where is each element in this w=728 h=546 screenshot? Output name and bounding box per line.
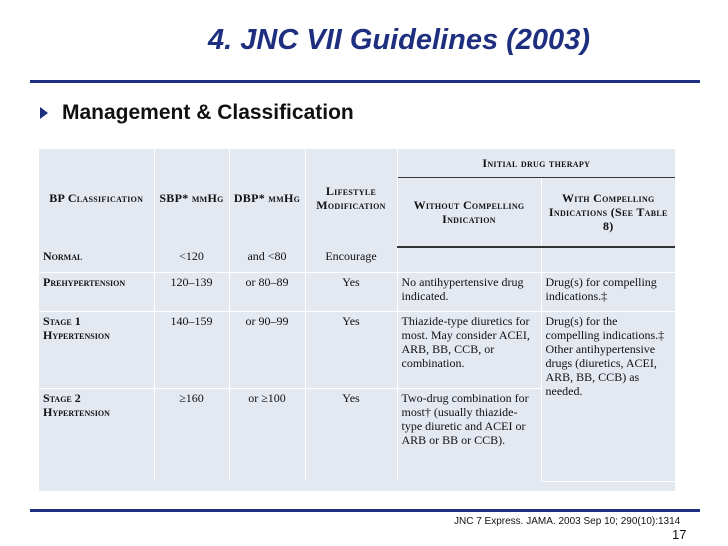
- cell-with-compelling: Drug(s) for compelling indications.‡: [541, 273, 675, 312]
- cell-without-compelling: Two-drug combination for most† (usually thiazide-type diuretic and ACEI or ARB or BB or CCB).: [397, 389, 541, 482]
- header-lifestyle: Lifestyle Modification: [305, 149, 397, 247]
- page-number: 17: [672, 527, 687, 542]
- cell-lifestyle: Yes: [305, 273, 397, 312]
- cell-classification: Stage 1 Hypertension: [39, 312, 154, 389]
- cell-sbp: ≥160: [154, 389, 229, 482]
- citation: JNC 7 Express. JAMA. 2003 Sep 10; 290(10):1314: [454, 516, 681, 527]
- table-row: [39, 273, 675, 312]
- cell-dbp: or 90–99: [229, 312, 305, 389]
- cell-classification: Prehypertension: [39, 273, 154, 312]
- bullet-text: Management & Classification: [62, 101, 354, 124]
- cell-sbp: <120: [154, 247, 229, 273]
- cell-sbp: 140–159: [154, 312, 229, 389]
- cell-lifestyle: Encourage: [305, 247, 397, 273]
- cell-dbp: or ≥100: [229, 389, 305, 482]
- classification-table: [39, 149, 675, 482]
- header-bp-classification: BP Classification: [39, 149, 154, 247]
- cell-lifestyle: Yes: [305, 389, 397, 482]
- header-row-1: [39, 149, 675, 178]
- cell-with-compelling: Drug(s) for the compelling indications.‡ Other antihypertensive drugs (diuretics, ACEI, ARB, BB, CCB) as needed.: [541, 312, 675, 482]
- jnc7-classification-table: [39, 149, 675, 491]
- header-without-compelling: Without Compelling Indication: [397, 178, 541, 248]
- cell-without-compelling: No antihypertensive drug indicated.: [397, 273, 541, 312]
- header-initial-drug-therapy: Initial drug therapy: [397, 149, 675, 178]
- header-with-compelling: With Compelling Indications (See Table 8): [541, 178, 675, 248]
- cell-sbp: 120–139: [154, 273, 229, 312]
- top-divider: [30, 80, 700, 83]
- cell-lifestyle: Yes: [305, 312, 397, 389]
- cell-without-compelling: Thiazide-type diuretics for most. May consider ACEI, ARB, BB, CCB, or combination.: [397, 312, 541, 389]
- header-dbp: DBP* mmHg: [229, 149, 305, 247]
- cell-classification: Normal: [39, 247, 154, 273]
- table-row: [39, 312, 675, 389]
- cell-without-compelling: [397, 247, 541, 273]
- cell-dbp: and <80: [229, 247, 305, 273]
- bullet-item: [40, 101, 354, 125]
- cell-with-compelling: [541, 247, 675, 273]
- cell-classification: Stage 2 Hypertension: [39, 389, 154, 482]
- bottom-divider: [30, 509, 700, 512]
- header-sbp: SBP* mmHg: [154, 149, 229, 247]
- table-row: [39, 247, 675, 273]
- slide-title: 4. JNC VII Guidelines (2003): [208, 24, 590, 56]
- triangle-bullet-icon: [40, 107, 48, 119]
- cell-dbp: or 80–89: [229, 273, 305, 312]
